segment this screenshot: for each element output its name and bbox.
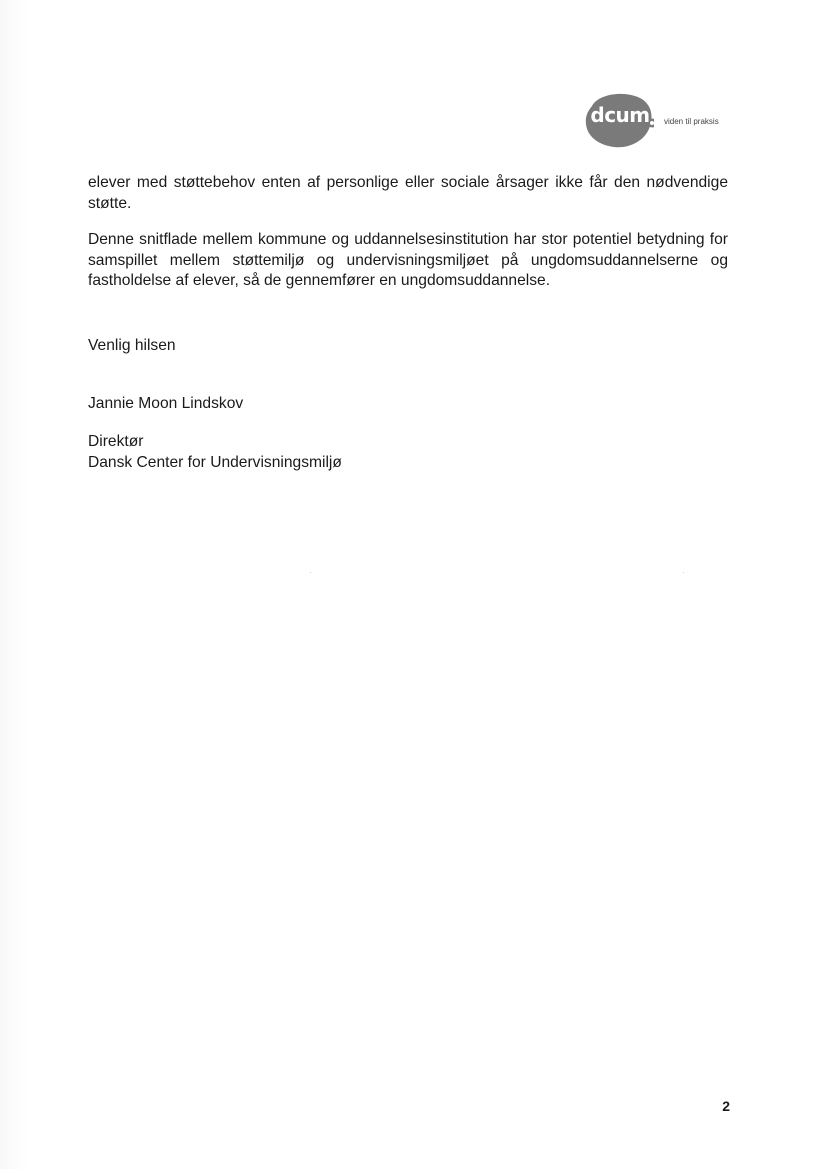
- scan-edge-shadow: [0, 0, 28, 1169]
- dcum-logo: [584, 92, 734, 148]
- scan-speck: [310, 572, 311, 573]
- paragraph-snitflade: Denne snitflade mellem kommune og uddannelsesinstitution har stor potentiel betydning for samspillet mellem støttemiljø og undervisningsmiljøet på ungdomsuddannelserne og fastholdelse af elever, så de gennemfører en ungdomsuddannelse.: [88, 231, 728, 289]
- logo-tagline: viden til praksis: [664, 117, 719, 126]
- logo-wordmark: dcum: [590, 103, 650, 127]
- signatory-name: Jannie Moon Lindskov: [88, 395, 244, 412]
- signatory-title: Direktør: [88, 433, 144, 450]
- closing-salutation: Venlig hilsen: [88, 337, 176, 354]
- paragraph-continuation: elever med støttebehov enten af personlige eller sociale årsager ikke får den nødvendige støtte.: [88, 174, 728, 212]
- page-number: 2: [722, 1098, 730, 1114]
- signatory-organization: Dansk Center for Undervisningsmiljø: [88, 454, 342, 471]
- scan-speck: [683, 572, 684, 573]
